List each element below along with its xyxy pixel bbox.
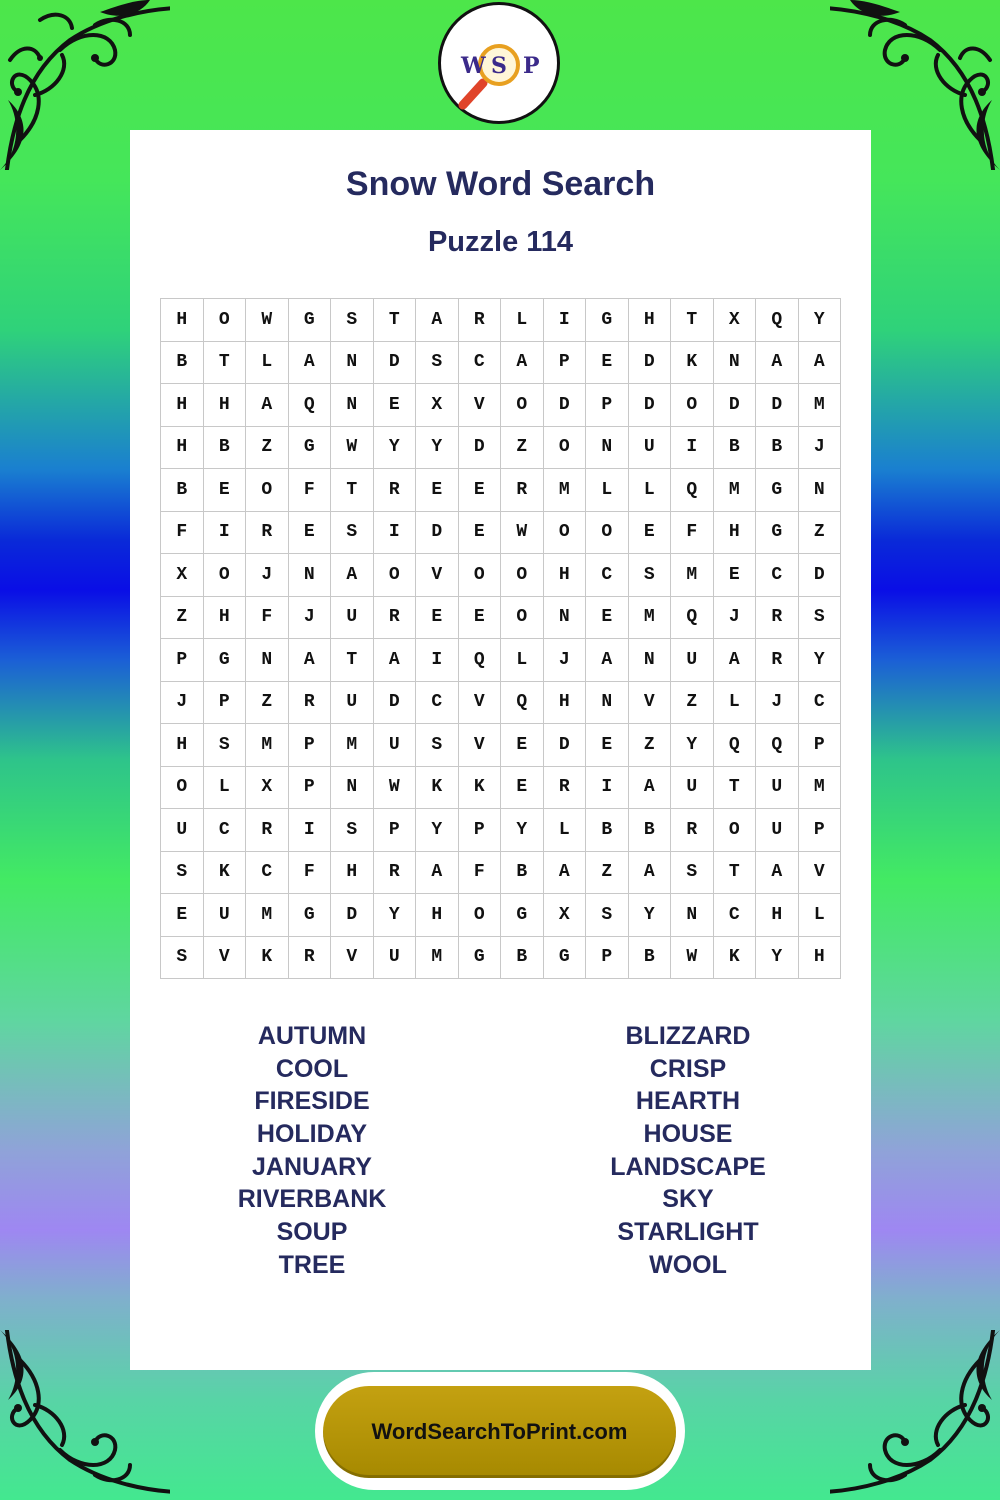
grid-cell[interactable]: E (586, 342, 628, 384)
grid-cell[interactable]: E (374, 384, 416, 426)
grid-cell[interactable]: G (756, 469, 798, 511)
grid-cell[interactable]: I (374, 512, 416, 554)
grid-cell[interactable]: Z (799, 512, 841, 554)
grid-cell[interactable]: Z (246, 427, 288, 469)
grid-cell[interactable]: C (714, 894, 756, 936)
grid-cell[interactable]: C (756, 554, 798, 596)
grid-cell[interactable]: K (204, 852, 246, 894)
grid-cell[interactable]: E (501, 767, 543, 809)
grid-cell[interactable]: O (246, 469, 288, 511)
grid-cell[interactable]: G (544, 937, 586, 979)
grid-cell[interactable]: N (629, 639, 671, 681)
grid-cell[interactable]: O (714, 809, 756, 851)
grid-cell[interactable]: Y (629, 894, 671, 936)
grid-cell[interactable]: C (586, 554, 628, 596)
grid-cell[interactable]: E (586, 724, 628, 766)
grid-cell[interactable]: B (204, 427, 246, 469)
word-item: SOUP (276, 1218, 348, 1247)
word-item: STARLIGHT (617, 1218, 759, 1247)
grid-cell[interactable]: U (756, 809, 798, 851)
grid-cell[interactable]: E (416, 597, 458, 639)
word-item: CRISP (649, 1054, 727, 1083)
grid-cell[interactable]: R (459, 299, 501, 341)
grid-cell[interactable]: D (756, 384, 798, 426)
grid-cell[interactable]: O (459, 554, 501, 596)
grid-cell[interactable]: Q (714, 724, 756, 766)
word-item: AUTUMN (257, 1022, 367, 1050)
grid-cell[interactable]: E (459, 469, 501, 511)
grid-cell[interactable]: T (331, 469, 373, 511)
grid-cell[interactable]: V (629, 682, 671, 724)
grid-cell[interactable]: L (544, 809, 586, 851)
grid-cell[interactable]: H (161, 427, 203, 469)
grid-cell[interactable]: M (799, 767, 841, 809)
grid-cell[interactable]: S (331, 299, 373, 341)
grid-cell[interactable]: D (331, 894, 373, 936)
grid-cell[interactable]: X (714, 299, 756, 341)
grid-cell[interactable]: O (204, 554, 246, 596)
grid-cell[interactable]: P (799, 724, 841, 766)
grid-cell[interactable]: W (374, 767, 416, 809)
grid-cell[interactable]: P (204, 682, 246, 724)
grid-cell[interactable]: B (756, 427, 798, 469)
word-item: HOLIDAY (256, 1120, 368, 1149)
grid-cell[interactable]: Z (629, 724, 671, 766)
grid-cell[interactable]: B (629, 937, 671, 979)
grid-cell[interactable]: K (671, 342, 713, 384)
grid-cell[interactable]: C (204, 809, 246, 851)
grid-cell[interactable]: E (289, 512, 331, 554)
grid-cell[interactable]: S (161, 937, 203, 979)
grid-cell[interactable]: V (799, 852, 841, 894)
grid-cell[interactable]: Q (289, 384, 331, 426)
grid-cell[interactable]: Z (161, 597, 203, 639)
grid-cell[interactable]: A (756, 852, 798, 894)
grid-cell[interactable]: I (289, 809, 331, 851)
grid-cell[interactable]: N (246, 639, 288, 681)
grid-cell[interactable]: O (671, 384, 713, 426)
grid-cell[interactable]: V (459, 682, 501, 724)
grid-cell[interactable]: Y (374, 427, 416, 469)
grid-cell[interactable]: G (459, 937, 501, 979)
word-item: HEARTH (635, 1087, 741, 1116)
grid-cell[interactable]: Q (756, 724, 798, 766)
grid-cell[interactable]: A (289, 639, 331, 681)
grid-cell[interactable]: Y (799, 299, 841, 341)
grid-cell[interactable]: C (246, 852, 288, 894)
grid-cell[interactable]: W (246, 299, 288, 341)
grid-cell[interactable]: F (459, 852, 501, 894)
grid-cell[interactable]: I (544, 299, 586, 341)
grid-cell[interactable]: A (331, 554, 373, 596)
grid-cell[interactable]: H (416, 894, 458, 936)
grid-cell[interactable]: O (374, 554, 416, 596)
grid-cell[interactable]: F (161, 512, 203, 554)
grid-cell[interactable]: O (544, 427, 586, 469)
grid-cell[interactable]: E (586, 597, 628, 639)
grid-cell[interactable]: M (246, 894, 288, 936)
grid-cell[interactable]: R (246, 809, 288, 851)
grid-cell[interactable]: U (331, 682, 373, 724)
grid-cell[interactable]: E (459, 597, 501, 639)
grid-cell[interactable]: B (501, 852, 543, 894)
grid-cell[interactable]: I (586, 767, 628, 809)
grid-cell[interactable]: Y (799, 639, 841, 681)
grid-cell[interactable]: K (246, 937, 288, 979)
grid-cell[interactable]: K (459, 767, 501, 809)
website-link-button[interactable]: WordSearchToPrint.com (323, 1386, 676, 1478)
grid-cell[interactable]: R (544, 767, 586, 809)
grid-cell[interactable]: M (331, 724, 373, 766)
grid-cell[interactable]: P (161, 639, 203, 681)
grid-cell[interactable]: G (586, 299, 628, 341)
grid-cell[interactable]: Y (501, 809, 543, 851)
grid-cell[interactable]: S (331, 809, 373, 851)
grid-cell[interactable]: D (544, 384, 586, 426)
grid-cell[interactable]: M (629, 597, 671, 639)
grid-cell[interactable]: A (629, 852, 671, 894)
grid-cell[interactable]: T (204, 342, 246, 384)
grid-cell[interactable]: S (629, 554, 671, 596)
grid-cell[interactable]: F (289, 852, 331, 894)
grid-cell[interactable]: Z (501, 427, 543, 469)
grid-cell[interactable]: J (756, 682, 798, 724)
grid-cell[interactable]: C (459, 342, 501, 384)
grid-cell[interactable]: D (629, 342, 671, 384)
word-item: COOL (275, 1054, 349, 1083)
grid-cell[interactable]: V (459, 384, 501, 426)
grid-cell[interactable]: W (331, 427, 373, 469)
grid-cell[interactable]: N (331, 342, 373, 384)
grid-cell[interactable]: G (289, 894, 331, 936)
grid-cell[interactable]: Y (671, 724, 713, 766)
grid-cell[interactable]: P (289, 767, 331, 809)
word-list-right (528, 1020, 848, 1282)
word-item: HOUSE (643, 1120, 733, 1149)
grid-cell[interactable]: Z (586, 852, 628, 894)
grid-cell[interactable]: M (714, 469, 756, 511)
grid-cell[interactable]: R (671, 809, 713, 851)
grid-cell[interactable]: N (586, 427, 628, 469)
grid-cell[interactable]: V (204, 937, 246, 979)
grid-cell[interactable]: R (374, 852, 416, 894)
logo-letter-p: P (523, 53, 540, 79)
grid-cell[interactable]: E (714, 554, 756, 596)
grid-cell[interactable]: N (714, 342, 756, 384)
grid-cell[interactable]: S (586, 894, 628, 936)
grid-cell[interactable]: B (501, 937, 543, 979)
grid-cell[interactable]: A (799, 342, 841, 384)
grid-cell[interactable]: N (671, 894, 713, 936)
grid-cell[interactable]: E (459, 512, 501, 554)
puzzle-number: Puzzle 114 (427, 226, 574, 258)
grid-cell[interactable]: U (204, 894, 246, 936)
magnifier-logo-icon (441, 5, 557, 121)
grid-cell[interactable]: G (289, 299, 331, 341)
grid-cell[interactable]: R (289, 937, 331, 979)
grid-cell[interactable]: P (799, 809, 841, 851)
grid-cell[interactable]: K (416, 767, 458, 809)
grid-cell[interactable]: L (629, 469, 671, 511)
grid-cell[interactable]: D (714, 384, 756, 426)
word-item: RIVERBANK (237, 1185, 387, 1214)
grid-cell[interactable]: V (416, 554, 458, 596)
grid-cell[interactable]: Q (671, 597, 713, 639)
grid-cell[interactable]: E (204, 469, 246, 511)
grid-cell[interactable]: J (714, 597, 756, 639)
word-item: FIRESIDE (254, 1087, 370, 1116)
grid-cell[interactable]: D (544, 724, 586, 766)
puzzle-title: Snow Word Search (345, 165, 656, 203)
grid-cell[interactable]: P (374, 809, 416, 851)
grid-cell[interactable]: W (671, 937, 713, 979)
grid-cell[interactable]: A (756, 342, 798, 384)
grid-cell[interactable]: A (501, 342, 543, 384)
grid-cell[interactable]: N (544, 597, 586, 639)
grid-cell[interactable]: J (544, 639, 586, 681)
grid-cell[interactable]: S (331, 512, 373, 554)
grid-cell[interactable]: L (714, 682, 756, 724)
grid-cell[interactable]: P (586, 384, 628, 426)
grid-cell[interactable]: C (799, 682, 841, 724)
grid-cell[interactable]: O (586, 512, 628, 554)
grid-cell[interactable]: T (331, 639, 373, 681)
grid-cell[interactable]: E (501, 724, 543, 766)
grid-cell[interactable]: V (331, 937, 373, 979)
grid-cell[interactable]: R (756, 597, 798, 639)
grid-cell[interactable]: P (459, 809, 501, 851)
grid-cell[interactable]: M (799, 384, 841, 426)
grid-cell[interactable]: O (161, 767, 203, 809)
grid-cell[interactable]: H (161, 299, 203, 341)
grid-cell[interactable]: H (161, 384, 203, 426)
grid-cell[interactable]: E (416, 469, 458, 511)
word-item: SKY (662, 1185, 714, 1214)
grid-cell[interactable]: D (629, 384, 671, 426)
grid-cell[interactable]: Q (756, 299, 798, 341)
grid-cell[interactable]: H (331, 852, 373, 894)
grid-cell[interactable]: L (204, 767, 246, 809)
grid-cell[interactable]: F (671, 512, 713, 554)
grid-cell[interactable]: S (416, 342, 458, 384)
grid-cell[interactable]: F (246, 597, 288, 639)
grid-cell[interactable]: W (501, 512, 543, 554)
grid-cell[interactable]: H (204, 597, 246, 639)
grid-cell[interactable]: E (629, 512, 671, 554)
grid-cell[interactable]: R (289, 682, 331, 724)
grid-cell[interactable]: N (799, 469, 841, 511)
logo-letter-w: W (461, 53, 486, 79)
grid-cell[interactable]: H (756, 894, 798, 936)
grid-cell[interactable]: U (374, 724, 416, 766)
grid-cell[interactable]: N (586, 682, 628, 724)
grid-cell[interactable]: A (629, 767, 671, 809)
grid-cell[interactable]: B (161, 342, 203, 384)
grid-cell[interactable]: H (629, 299, 671, 341)
grid-cell[interactable]: G (501, 894, 543, 936)
grid-cell[interactable]: S (799, 597, 841, 639)
grid-cell[interactable]: D (374, 342, 416, 384)
word-item: JANUARY (252, 1152, 372, 1181)
grid-cell[interactable]: I (204, 512, 246, 554)
grid-cell[interactable]: D (799, 554, 841, 596)
grid-cell[interactable]: A (416, 299, 458, 341)
grid-cell[interactable]: U (629, 427, 671, 469)
grid-cell[interactable]: R (246, 512, 288, 554)
grid-cell[interactable]: I (416, 639, 458, 681)
grid-cell[interactable]: Q (501, 682, 543, 724)
grid-cell[interactable]: G (289, 427, 331, 469)
grid-cell[interactable]: L (501, 299, 543, 341)
grid-cell[interactable]: J (246, 554, 288, 596)
grid-cell[interactable]: O (501, 384, 543, 426)
grid-cell[interactable]: N (331, 384, 373, 426)
wsp-logo[interactable] (438, 2, 560, 124)
grid-cell[interactable]: C (416, 682, 458, 724)
grid-cell[interactable]: Z (671, 682, 713, 724)
grid-cell[interactable]: Y (416, 427, 458, 469)
grid-cell[interactable]: T (714, 852, 756, 894)
grid-cell[interactable]: B (714, 427, 756, 469)
grid-cell[interactable]: G (204, 639, 246, 681)
grid-cell[interactable]: A (544, 852, 586, 894)
grid-cell[interactable]: R (501, 469, 543, 511)
grid-cell[interactable]: B (161, 469, 203, 511)
grid-cell[interactable]: T (714, 767, 756, 809)
grid-cell[interactable]: L (799, 894, 841, 936)
grid-cell[interactable]: U (331, 597, 373, 639)
grid-cell[interactable]: V (459, 724, 501, 766)
grid-cell[interactable]: J (289, 597, 331, 639)
grid-cell[interactable]: A (586, 639, 628, 681)
grid-cell[interactable]: B (629, 809, 671, 851)
grid-cell[interactable]: O (544, 512, 586, 554)
grid-cell[interactable]: A (416, 852, 458, 894)
grid-cell[interactable]: P (544, 342, 586, 384)
grid-cell[interactable]: U (756, 767, 798, 809)
grid-cell[interactable]: R (374, 597, 416, 639)
grid-cell[interactable]: Y (374, 894, 416, 936)
grid-cell[interactable]: P (289, 724, 331, 766)
word-item: BLIZZARD (625, 1022, 751, 1050)
grid-cell[interactable]: M (671, 554, 713, 596)
grid-cell[interactable]: S (671, 852, 713, 894)
grid-cell[interactable]: H (204, 384, 246, 426)
grid-cell[interactable]: H (714, 512, 756, 554)
grid-cell[interactable]: S (161, 852, 203, 894)
grid-cell[interactable]: T (374, 299, 416, 341)
grid-cell[interactable]: X (246, 767, 288, 809)
grid-cell[interactable]: O (204, 299, 246, 341)
grid-cell[interactable]: D (459, 427, 501, 469)
grid-cell[interactable]: Y (756, 937, 798, 979)
grid-cell[interactable]: E (161, 894, 203, 936)
grid-cell[interactable]: U (671, 767, 713, 809)
grid-cell[interactable]: U (671, 639, 713, 681)
word-item: LANDSCAPE (610, 1152, 766, 1181)
grid-cell[interactable]: D (416, 512, 458, 554)
grid-cell[interactable]: H (544, 682, 586, 724)
word-item: WOOL (649, 1250, 727, 1279)
grid-cell[interactable]: R (756, 639, 798, 681)
letter-grid[interactable] (160, 298, 841, 979)
grid-cell[interactable]: L (501, 639, 543, 681)
grid-cell[interactable]: S (204, 724, 246, 766)
grid-cell[interactable]: N (331, 767, 373, 809)
grid-cell[interactable]: S (416, 724, 458, 766)
grid-cell[interactable]: D (374, 682, 416, 724)
grid-cell[interactable]: X (416, 384, 458, 426)
grid-cell[interactable]: Q (671, 469, 713, 511)
grid-cell[interactable]: X (544, 894, 586, 936)
grid-cell[interactable]: L (246, 342, 288, 384)
grid-cell[interactable]: N (289, 554, 331, 596)
logo-letter-s: S (491, 53, 507, 79)
grid-cell[interactable]: M (416, 937, 458, 979)
grid-cell[interactable]: Q (459, 639, 501, 681)
word-item: TREE (278, 1250, 346, 1279)
grid-cell[interactable]: M (544, 469, 586, 511)
grid-cell[interactable]: T (671, 299, 713, 341)
grid-cell[interactable]: H (161, 724, 203, 766)
grid-cell[interactable]: O (501, 597, 543, 639)
grid-cell[interactable]: Y (416, 809, 458, 851)
grid-cell[interactable]: A (714, 639, 756, 681)
grid-cell[interactable]: O (501, 554, 543, 596)
grid-cell[interactable]: H (544, 554, 586, 596)
grid-cell[interactable]: U (161, 809, 203, 851)
grid-cell[interactable]: U (374, 937, 416, 979)
grid-cell[interactable]: I (671, 427, 713, 469)
grid-cell[interactable]: A (289, 342, 331, 384)
grid-cell[interactable]: A (374, 639, 416, 681)
word-list-left (152, 1020, 472, 1282)
grid-cell[interactable]: G (756, 512, 798, 554)
grid-cell[interactable]: L (586, 469, 628, 511)
grid-cell[interactable]: B (586, 809, 628, 851)
grid-cell[interactable]: A (246, 384, 288, 426)
grid-cell[interactable]: H (799, 937, 841, 979)
puzzle-card (130, 130, 871, 1370)
grid-cell[interactable]: F (289, 469, 331, 511)
grid-cell[interactable]: K (714, 937, 756, 979)
grid-cell[interactable]: P (586, 937, 628, 979)
grid-cell[interactable]: Z (246, 682, 288, 724)
grid-cell[interactable]: M (246, 724, 288, 766)
grid-cell[interactable]: J (161, 682, 203, 724)
grid-cell[interactable]: J (799, 427, 841, 469)
grid-cell[interactable]: R (374, 469, 416, 511)
grid-cell[interactable]: X (161, 554, 203, 596)
grid-cell[interactable]: O (459, 894, 501, 936)
